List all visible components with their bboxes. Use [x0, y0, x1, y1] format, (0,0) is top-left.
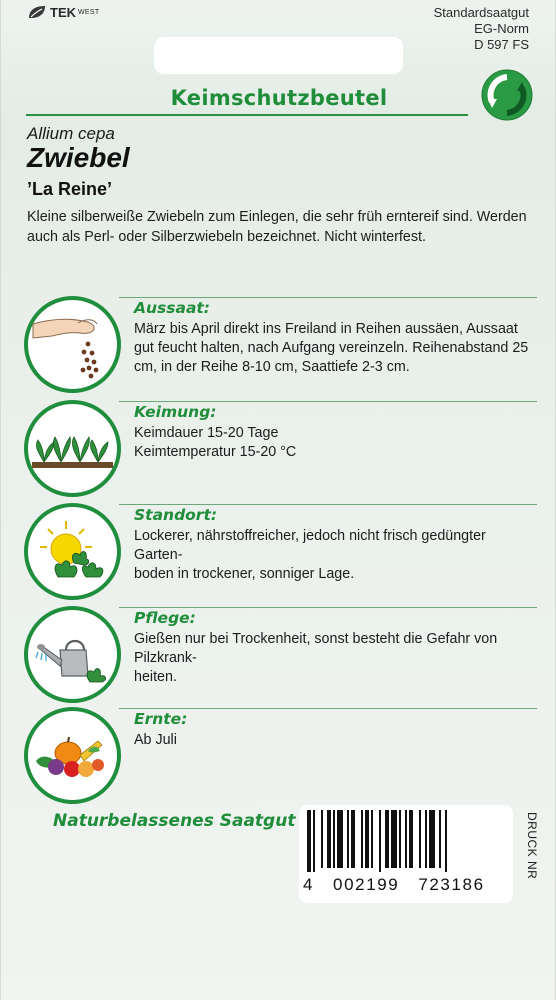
barcode-bar	[333, 810, 335, 868]
section-rule	[119, 708, 537, 709]
header-divider	[26, 114, 468, 116]
barcode-bar	[307, 810, 311, 872]
section-text: Lockerer, nährstoffreicher, jedoch nicht frisch gedüngter Garten- boden in trockener, sonniger Lage.	[134, 528, 486, 582]
barcode-bar	[439, 810, 441, 868]
care-circle	[24, 606, 121, 703]
watering-can-icon	[28, 610, 117, 699]
section-care	[21, 606, 537, 706]
barcode-bar	[327, 810, 331, 868]
seedlings-icon	[28, 404, 117, 493]
barcode-bar	[409, 810, 413, 868]
norm-line-1: Standardsaatgut	[433, 5, 529, 20]
barcode-bar	[425, 810, 427, 868]
section-title: Pflege:	[134, 609, 196, 627]
brand-suffix: WEST	[78, 9, 100, 16]
location-circle	[24, 503, 121, 600]
section-rule	[119, 504, 537, 505]
barcode-bar	[351, 810, 355, 868]
section-text: Ab Juli	[134, 732, 177, 748]
header-title: Keimschutzbeutel	[170, 86, 388, 110]
barcode-bar	[379, 810, 381, 872]
plant-name: Zwiebel	[27, 142, 130, 173]
barcode-bar	[365, 810, 369, 868]
barcode-bar	[391, 810, 397, 868]
barcode-bar	[361, 810, 363, 868]
barcode-panel	[299, 805, 513, 903]
footer-title: Naturbelassenes Saatgut	[53, 811, 296, 831]
brand-logo	[27, 5, 99, 20]
norm-line-2: EG-Norm	[474, 21, 529, 36]
section-title: Standort:	[134, 506, 218, 524]
latin-name: Allium cepa	[27, 124, 115, 143]
barcode-bar	[405, 810, 407, 868]
section-rule	[119, 401, 537, 402]
section-sowing	[21, 296, 537, 396]
barcode-bar	[321, 810, 323, 868]
barcode-bar	[385, 810, 389, 868]
barcode-bar	[313, 810, 315, 872]
brand-name: TEK	[50, 5, 76, 20]
barcode-bar	[429, 810, 435, 868]
sowing-hand-icon	[28, 300, 117, 389]
section-germination	[21, 400, 537, 500]
barcode-bar	[347, 810, 349, 868]
section-title: Ernte:	[134, 710, 188, 728]
section-title: Keimung:	[134, 403, 217, 421]
section-rule	[119, 297, 537, 298]
section-text: Gießen nur bei Trockenheit, sonst besteht die Gefahr von Pilzkrank- heiten.	[134, 631, 498, 685]
section-harvest	[21, 707, 537, 807]
sun-icon	[28, 507, 117, 596]
leaf-logo-icon	[27, 5, 47, 20]
variety-name: ’La Reine’	[27, 179, 113, 199]
plant-description: Kleine silberweiße Zwiebeln zum Einlegen, die sehr früh erntereif sind. Werden auch als Perl- oder Silberzwiebeln bezeichnet. Nicht winterfest.	[27, 209, 527, 245]
section-text: Keimdauer 15-20 Tage Keimtemperatur 15-20 °C	[134, 425, 297, 460]
harvest-icon	[28, 711, 117, 800]
germination-circle	[24, 400, 121, 497]
section-location	[21, 503, 537, 603]
section-text: März bis April direkt ins Freiland in Reihen aussäen, Aussaat gut feucht halten, nach Aufgang vereinzeln. Reihenabstand 25 cm, in der Reihe 8-10 cm, Saattiefe 2-3 cm.	[134, 321, 529, 375]
barcode-bar	[399, 810, 401, 868]
print-number-label: DRUCK NR	[525, 812, 539, 880]
barcode-bar	[371, 810, 373, 868]
sowing-circle	[24, 296, 121, 393]
barcode-bar	[445, 810, 447, 872]
section-title: Aussaat:	[134, 299, 211, 317]
harvest-circle	[24, 707, 121, 804]
norm-info	[434, 5, 529, 53]
barcode-bar	[419, 810, 421, 868]
barcode-number: 4 002199 723186	[303, 875, 485, 894]
barcode-bar	[337, 810, 343, 868]
blank-label-field	[154, 37, 403, 74]
green-dot-recycle-icon	[481, 69, 533, 121]
norm-line-3: D 597 FS	[474, 37, 529, 52]
barcode	[307, 810, 503, 872]
section-rule	[119, 607, 537, 608]
